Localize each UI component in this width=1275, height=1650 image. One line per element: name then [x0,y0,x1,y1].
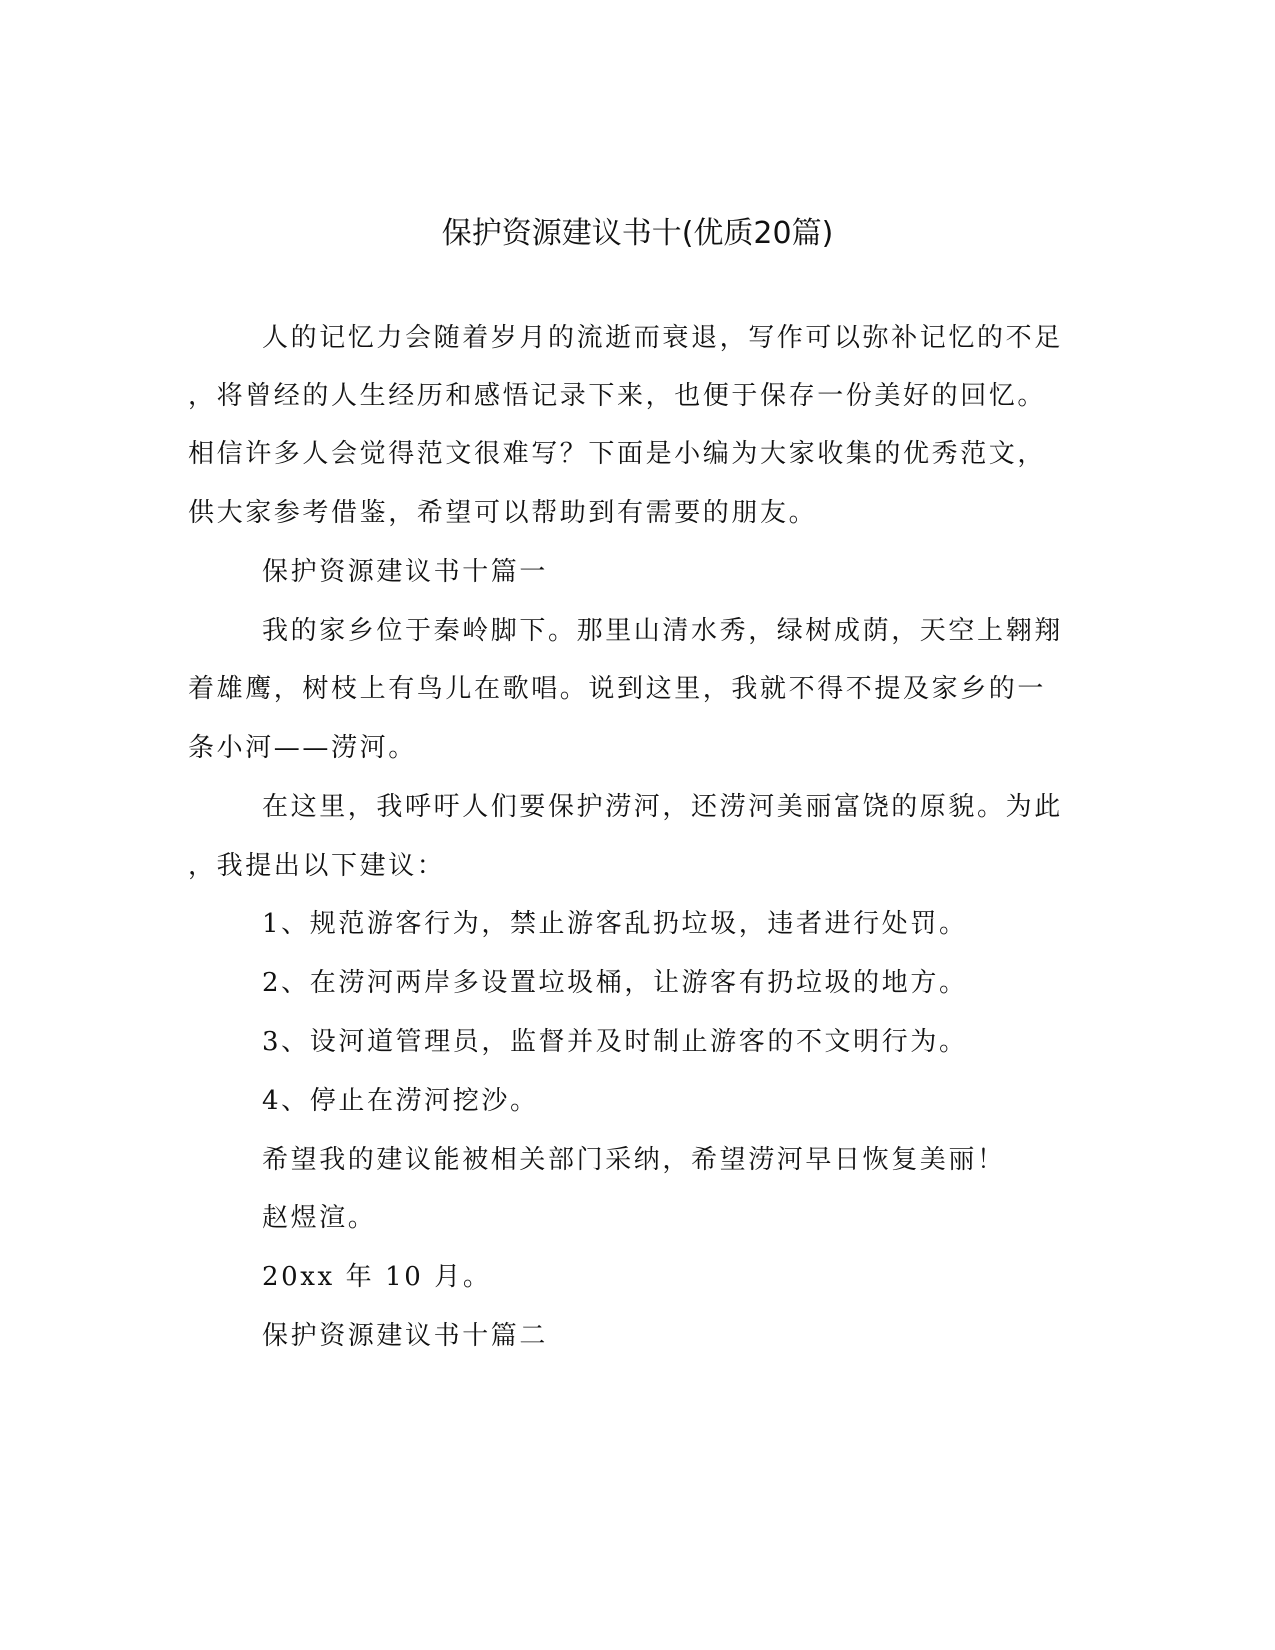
document-title: 保护资源建议书十(优质20篇) [441,216,834,251]
section1-para1-line-2: 着雄鹰，树枝上有鸟儿在歌唱。说到这里，我就不得不提及家乡的一 [188,674,1047,704]
section1-para2-line-1: 在这里，我呼吁人们要保护涝河，还涝河美丽富饶的原貌。为此 [262,792,1063,822]
section2-heading: 保护资源建议书十篇二 [262,1321,549,1351]
suggestion-item-4: 4、停止在涝河挖沙。 [262,1086,539,1116]
section1-heading: 保护资源建议书十篇一 [262,557,549,587]
section1-para1-line-1: 我的家乡位于秦岭脚下。那里山清水秀，绿树成荫，天空上翱翔 [262,616,1063,646]
closing-line: 希望我的建议能被相关部门采纳，希望涝河早日恢复美丽！ [262,1145,1006,1175]
intro-line-4: 供大家参考借鉴，希望可以帮助到有需要的朋友。 [188,498,818,528]
suggestion-item-3: 3、设河道管理员，监督并及时制止游客的不文明行为。 [262,1027,968,1057]
signature: 赵煜渲。 [262,1203,377,1233]
section1-para2-line-2: ，我提出以下建议： [188,851,446,881]
suggestion-item-1: 1、规范游客行为，禁止游客乱扔垃圾，违者进行处罚。 [262,909,968,939]
suggestion-item-2: 2、在涝河两岸多设置垃圾桶，让游客有扔垃圾的地方。 [262,968,968,998]
intro-line-1: 人的记忆力会随着岁月的流逝而衰退，写作可以弥补记忆的不足 [262,323,1063,353]
intro-line-3: 相信许多人会觉得范文很难写？下面是小编为大家收集的优秀范文， [188,439,1047,469]
section1-para1-line-3: 条小河——涝河。 [188,733,417,763]
intro-line-2: ，将曾经的人生经历和感悟记录下来，也便于保存一份美好的回忆。 [188,381,1047,411]
date-line: 20xx 年 10 月。 [262,1262,492,1292]
